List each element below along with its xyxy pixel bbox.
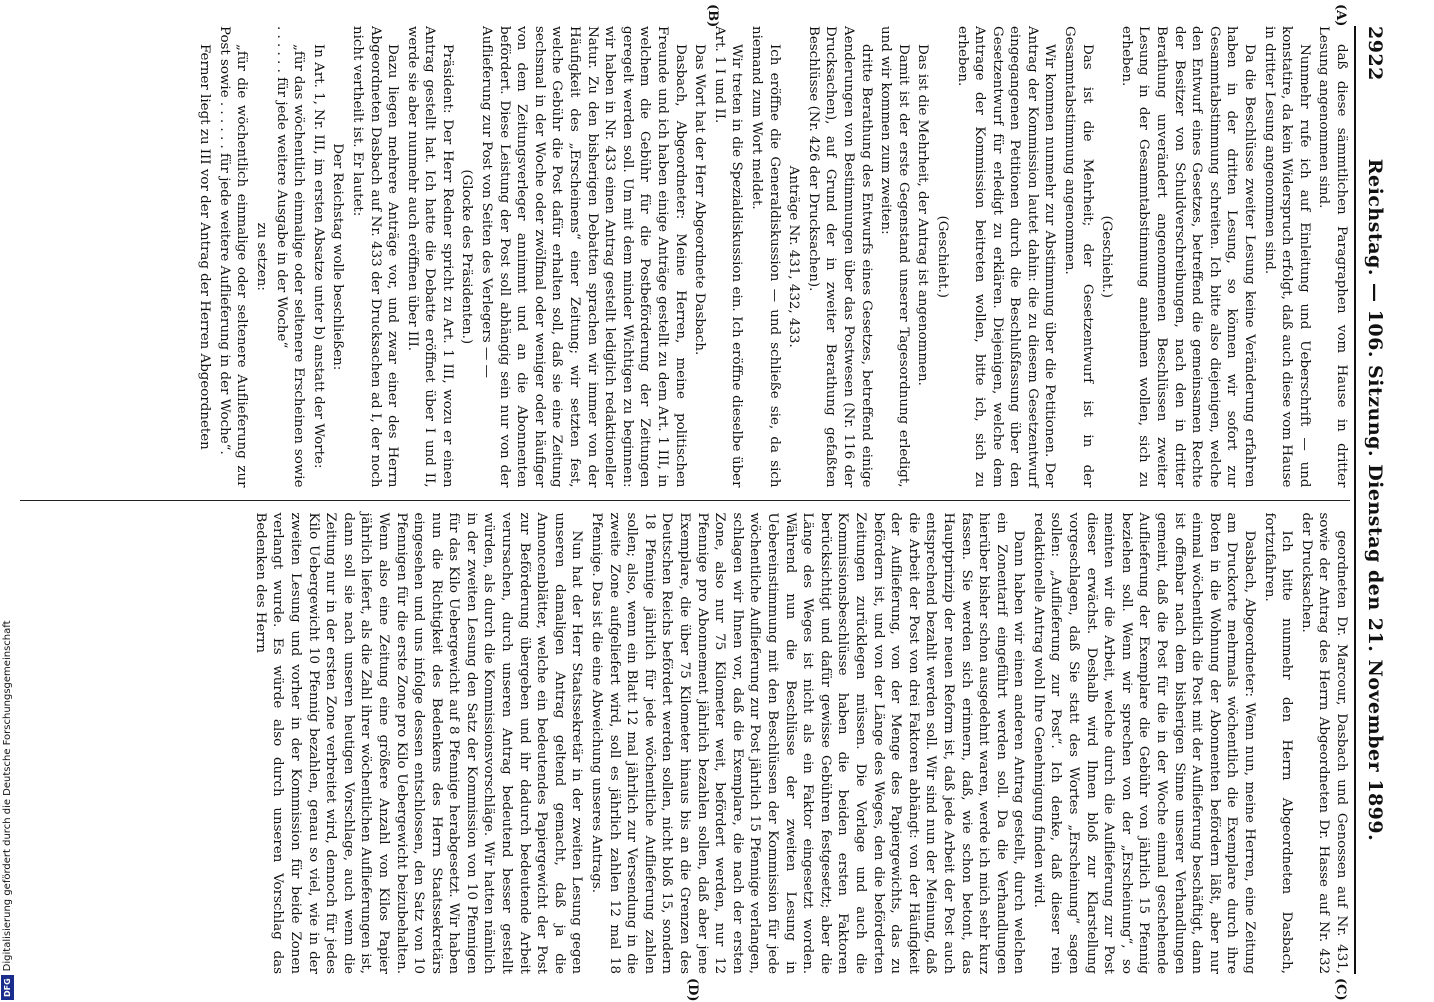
paragraph: Dasbach, Abgeordneter: Meine Herren, meine politischen Freunde und ich haben einige Anträge gestellt zu dem Art. 1 III, in welchem die Gebühr für die Postbeförderung der Zeitungen geregelt werden soll. Um mit dem minder Wichtigen zu beginnen: wir haben in Nr. 433 einen Antrag gestellt lediglich redaktioneller Natur. Zu den bisherigen Debatten sprachen wir immer von der Häufigkeit des „Erscheinens“ einer Zeitung; wir setzten fest, welche Gebühr die Post dafür erhalten soll, daß sie eine Zeitung sechsmal in der Woche oder zwölfmal oder weniger oder häufiger von dem Zeitungsverleger annimmt und an die Abonnenten befördert. Diese Leistung der Post soll abhängig sein nur von der Auflieferung zur Post von Seiten des Verlegers — —: [479, 26, 688, 488]
paragraph: (Geschieht.): [934, 215, 950, 299]
paragraph: Ich bitte nunmehr den Herrn Abgeordneten Dasbach, fortzufahren.: [1261, 512, 1295, 974]
paragraph: „für das wöchentlich einmalige oder seltenere Erscheinen sowie . . . . . . für jede weitere Ausgabe in der Woche“: [273, 26, 307, 488]
paragraph: geordneten Dr. Marcour, Dasbach und Genossen auf Nr. 431, sowie der Antrag des Herrn Abgeordneten Dr. Hasse auf Nr. 432 der Drucksachen.: [1298, 512, 1349, 974]
paragraph: Dann haben wir einen anderen Antrag gestellt, durch welchen ein Zonentarif eingeführt werden soll. Da die Verhandlungen hierüber bisher schon ausgedehnt waren, werde ich mich sehr kurz fassen. Sie werden sich erinnern, daß, wie schon betont, das Hauptprinzip der neuen Reform ist, daß jede Arbeit der Post auch entsprechend bezahlt werden soll. Wir sind nun der Meinung, daß die Arbeit der Post von drei Faktoren abhängt: von der Häufigkeit der Auflieferung, von der Menge des Papiergewichts, das zu befördern ist, und von der Länge des Weges, den die beförderten Zeitungen zurücklegen müssen. Die Vorlage und auch die Kommissionsbeschlüsse haben die beiden ersten Faktoren berücksichtigt und dafür gewisse Gebühren festgesetzt; aber die Länge des Weges ist nicht als ein Faktor eingesetzt worden. Während nun die Beschlüsse der zweiten Lesung in Uebereinstimmung mit den Beschlüssen der Kommission für jede wöchentliche Auflieferung zur Post jährlich 15 Pfennige verlangen, schlagen wir Ihnen vor, daß die Exemplare, die nach der ersten Zone, also nur 75 Kilometer weit, befördert werden, nur 12 Pfennige pro Abonnement jährlich bezahlen sollen, daß aber jene Exemplare, die über 75 Kilometer hinaus bis an die Grenzen des Deutschen Reichs befördert werden sollen, nicht bloß 15, sondern 18 Pfennige jährlich für jede wöchentliche Auflieferung zahlen sollen; also, wenn ein Blatt 12 mal jährlich zur Versendung in die zweite Zone aufgeliefert wird, soll es jährlich zahlen 12 mal 18 Pfennige. Das ist die eine Abweichung unseres Antrags.: [589, 512, 1027, 974]
paragraph: Nun hat der Herr Staatssekretär in der zweiten Lesung gegen unseren damaligen Antrag geltend gemacht, daß ja die Annoncenblätter, welche ein bedeutendes Papiergewicht der Post zur Beförderung übergeben und ihr dadurch bedeutende Arbeit verursachen, durch unseren Antrag bedeutend besser gestellt würden, als durch die Kommissionsvorschläge. Wir hatten nämlich in der zweiten Lesung den Satz der Kommission von 10 Pfennigen für das Kilo Uebergewicht auf 8 Pfennige herabgesetzt. Wir haben nun die Richtigkeit des Bedenkens des Herrn Staatssekretärs eingesehen und uns infolge dessen entschlossen, den Satz von 10 Pfennigen für die erste Zone pro Kilo Uebergewicht beizubehalten. Wenn also eine Zeitung eine größere Anzahl von Kilos Papier jährlich liefert, als die Zahl ihrer wöchentlichen Auflieferungen ist, dann soll sie nach unseren heutigen Vorschlage, auch wenn die Zeitung nur in der ersten Zone verbreitet wird, dennoch für jedes Kilo Uebergewicht 10 Pfennig bezahlen, genau so viel, wie in der zweiten Lesung und vorher in der Kommission für beide Zonen verlangt wurde. Es würde also durch unseren Vorschlag das Bedenken des Herrn: [252, 512, 585, 974]
paragraph: Wir treten in die Spezialdiskussion ein. Ich eröffne dieselbe über Art. 1 I und II.: [711, 26, 745, 488]
paragraph: (Geschieht.): [1099, 215, 1115, 299]
digitization-credit: [1, 400, 14, 1000]
left-column: [20, 26, 1350, 500]
paragraph: Präsident: Der Herr Redner spricht zu Art. 1 III, wozu er einen Antrag gestellt hat. Ich hatte die Debatte eröffnet über I und II, werde sie aber nunmehr auch eröffnen über III.: [404, 26, 455, 488]
margin-marker-b: (B): [705, 4, 720, 28]
page-number: 2922: [1364, 26, 1386, 81]
paragraph: Das Wort hat der Herr Abgeordnete Dasbach.: [692, 44, 708, 356]
paragraph: In Art. 1, Nr. III, im ersten Absatze unter b) anstatt der Worte:: [310, 44, 326, 469]
paragraph: Dazu liegen mehrere Anträge vor, und zwar einer des Herrn Abgeordneten Dasbach auf Nr. 433 der Drucksachen ad I, der noch nicht vertheilt ist. Er lautet:: [349, 26, 401, 488]
margin-marker-d: (D): [685, 978, 700, 1002]
right-column: [20, 501, 1350, 975]
page-title: Reichstag. — 106. Sitzung. Dienstag den 21. November 1899.: [1364, 158, 1386, 842]
paragraph: Nunmehr rufe ich auf Einleitung und Ueberschrift — und konstatire, da kein Widerspruch erfolgt, daß auch diese vom Hause in dritter Lesung angenommen sind.: [1261, 26, 1312, 488]
margin-marker-c: (C): [1333, 978, 1348, 1001]
paragraph: Damit ist der erste Gegenstand unserer Tagesordnung erledigt, und wir kommen zum zweiten:: [878, 26, 911, 488]
paragraph: Dasbach, Abgeordneter: Wenn nun, meine Herren, eine Zeitung am Druckorte mehrmals wöchentlich die Exemplare durch ihre Boten in die Wohnung der Abonnenten befördern läßt, aber nur einmal wöchentlich die Post mit der Auflieferung beschäftigt, dann ist offenbar nach dem bisherigen Sinne unserer Verhandlungen gemeint, daß die Post für die in der Woche einmal geschehende Auflieferung der Exemplare die Gebühr von jährlich 15 Pfennig beziehen soll. Wenn wir sprechen von der „Erscheinung“, so meinten wir die Arbeit, welche durch die Auflieferung zur Post dieser erwächst. Deshalb wird Ihnen bloß zur Klarstellung vorgeschlagen, daß Sie statt des Wortes „Erscheinung“ sagen sollen: „Auflieferung zur Post“. Ich denke, daß dieser rein redaktionelle Antrag wohl Ihre Genehmigung finden wird.: [1030, 512, 1258, 974]
paragraph: Anträge Nr. 431, 432, 433.: [786, 165, 802, 348]
paragraph: Ferner liegt zu III vor der Antrag der Herren Abgeordneten: [197, 44, 213, 450]
paragraph: Das ist die Mehrheit; der Gesetzentwurf ist in der Gesammtabstimmung angenommen.: [1062, 26, 1095, 488]
paragraph: daß diese sämmtlichen Paragraphen vom Hause in dritter Lesung angenommen sind.: [1316, 26, 1349, 488]
paragraph: „für die wöchentlich einmalige oder seltenere Auflieferung zur Post sowie . . . . . . für jede weitere Auflieferung in der Woche“.: [216, 26, 250, 488]
paragraph: Wir kommen nunmehr zur Abstimmung über die Petitionen. Der Antrag der Kommission lautet dahin: die zu diesem Gesetzentwurf eingegangenen Petitionen durch die Beschlußfassung über den Gesetzentwurf für erledigt zu erklären. Diejenigen, welche dem Antrage der Kommission beitreten wollen, bitte ich, sich zu erheben.: [954, 26, 1058, 488]
page-header: [1354, 26, 1386, 974]
dfg-logo: DFG: [1, 975, 14, 1000]
paragraph: Das ist die Mehrheit, der Antrag ist angenommen.: [915, 44, 931, 386]
paragraph: Der Reichstag wolle beschließen:: [330, 143, 346, 371]
margin-marker-a: (A): [1333, 4, 1348, 27]
paragraph: dritte Berathung des Entwurfs eines Gesetzes, betreffend einige Aenderungen von Bestimmungen über das Postwesen (Nr. 116 der Drucksachen), auf Grund der in zweiter Berathung gefaßten Beschlüsse (Nr. 426 der Drucksachen).: [805, 26, 874, 488]
text-columns: [20, 4, 1350, 1002]
paragraph: Ich eröffne die Generaldiskussion — und schließe sie, da sich niemand zum Wort meldet.: [749, 26, 782, 488]
credit-text: Digitalisierung gefördert durch die Deutsche Forschungsgemeinschaft: [2, 620, 13, 972]
paragraph: (Glocke des Präsidenten.): [459, 169, 475, 345]
paragraph: zu setzen:: [253, 222, 269, 291]
paragraph: Da die Beschlüsse zweiter Lesung keine Veränderung erfahren haben in der dritten Lesung, so können wir sofort zur Gesammtabstimmung schreiten. Ich bitte also diejenigen, welche den Entwurf eines Gesetzes, betreffend die gemeinsamen Rechte der Besitzer von Schuldverschreibungen, nach den in dritter Berathung unverändert angenommenen Beschlüssen zweiter Lesung in der Gesammtabstimmung annehmen wollen, sich zu erheben.: [1118, 26, 1258, 488]
